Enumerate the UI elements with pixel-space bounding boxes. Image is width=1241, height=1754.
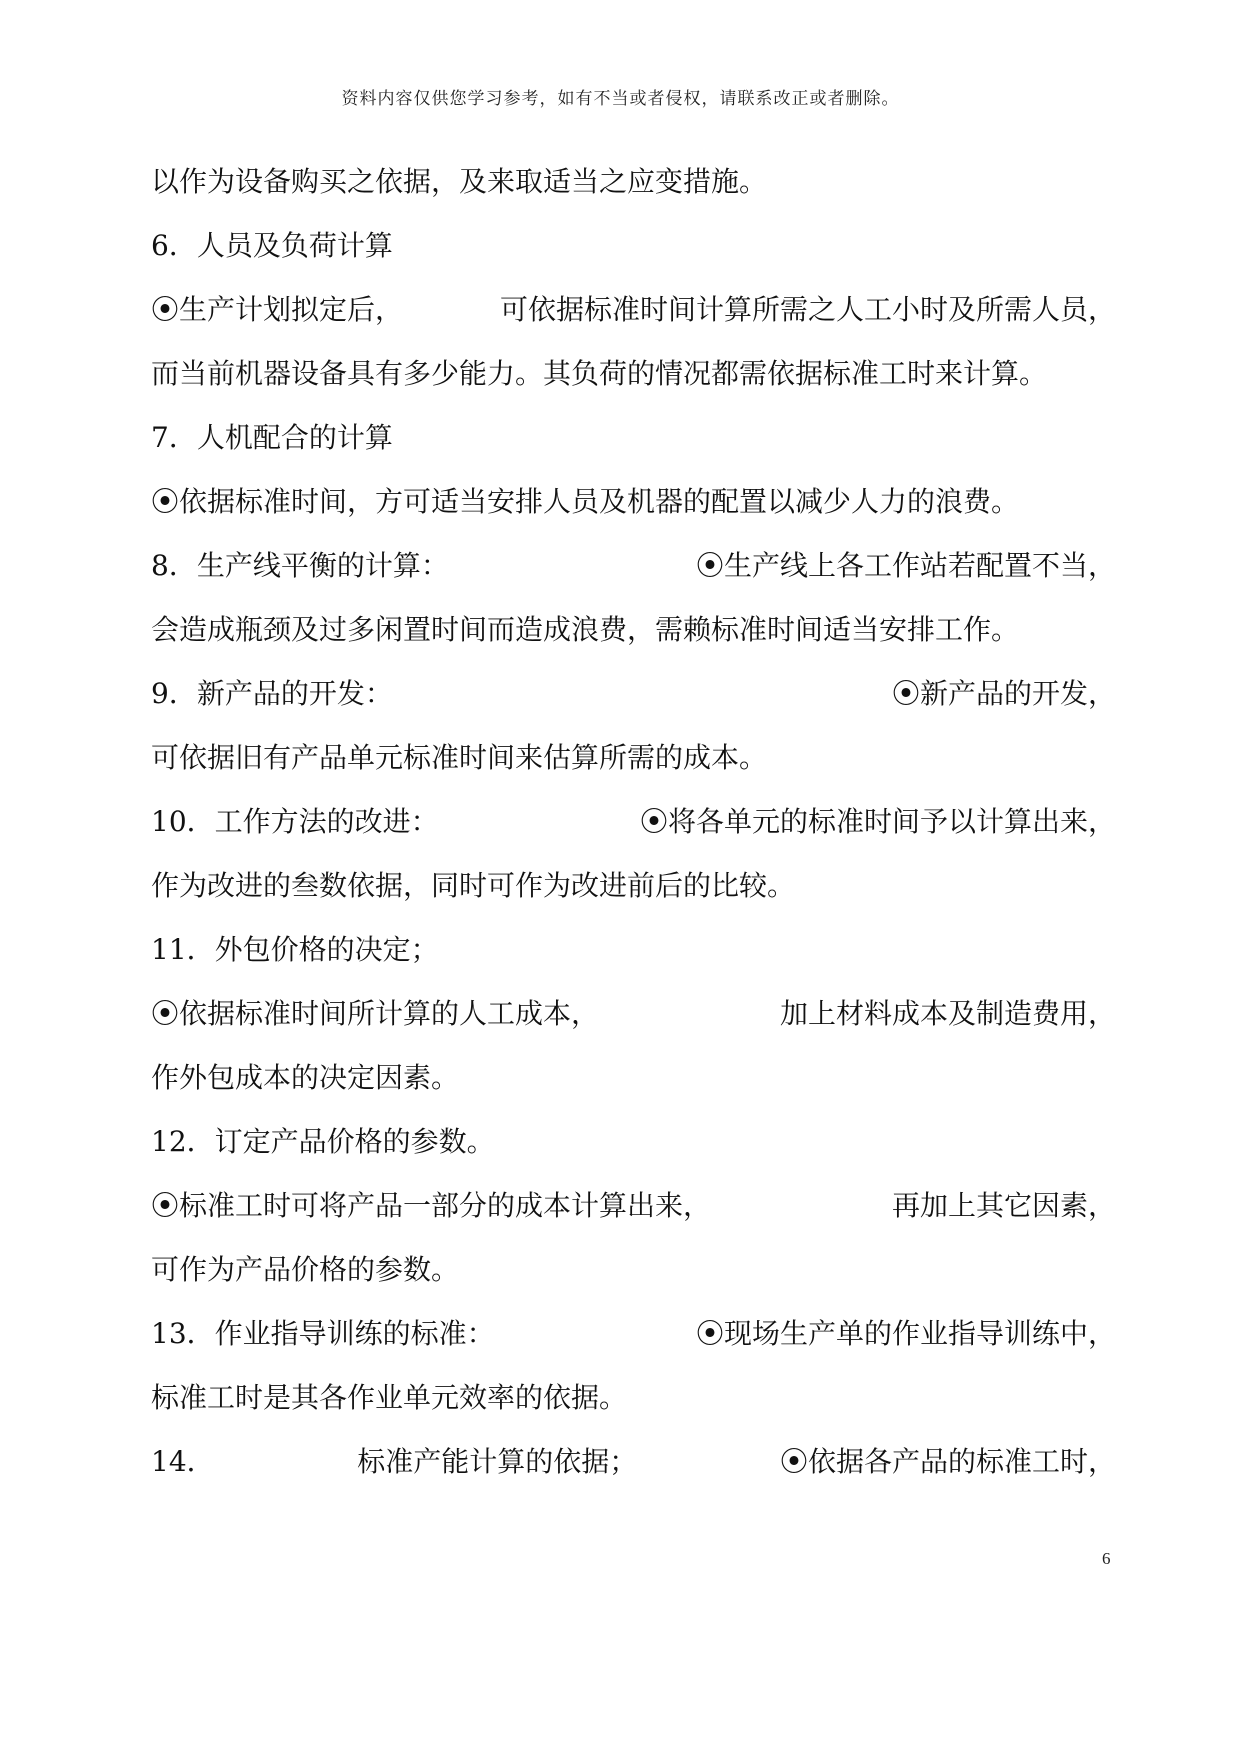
body-line (151, 162, 1116, 202)
body-text: 可依据旧有产品单元标准时间来估算所需的成本。 (151, 741, 768, 774)
section-heading-14 (151, 1442, 1116, 1482)
section-number: 13． (151, 1317, 215, 1350)
section-heading-8 (151, 546, 1116, 586)
body-text: 作外包成本的决定因素。 (151, 1061, 460, 1094)
section-number: 10． (151, 805, 215, 838)
section-number: 12． (151, 1125, 215, 1158)
body-text-left: ⦿生产计划拟定后， (151, 293, 404, 326)
body-line (151, 610, 1116, 650)
section-heading-7 (151, 418, 1116, 458)
body-text-right: ⦿新产品的开发， (891, 677, 1116, 710)
body-text: 标准工时是其各作业单元效率的依据。 (151, 1381, 628, 1414)
body-text-right: ⦿现场生产单的作业指导训练中， (695, 1317, 1116, 1350)
body-text: 而当前机器设备具有多少能力。其负荷的情况都需依据标准工时来计算。 (151, 357, 1048, 390)
section-heading-6 (151, 226, 1116, 266)
body-line (151, 866, 1116, 906)
body-text: ⦿依据标准时间，方可适当安排人员及机器的配置以减少人力的浪费。 (151, 485, 1020, 518)
section-title: 人员及负荷计算 (196, 229, 393, 262)
section-number: 7． (151, 421, 197, 454)
body-text-right: 加上材料成本及制造费用， (779, 997, 1116, 1030)
section-heading-10 (151, 802, 1116, 842)
body-text: 以作为设备购买之依据，及来取适当之应变措施。 (151, 165, 768, 198)
body-line (151, 1186, 1116, 1226)
body-text: 会造成瓶颈及过多闲置时间而造成浪费，需赖标准时间适当安排工作。 (151, 613, 1020, 646)
page-number: 6 (1102, 1549, 1111, 1568)
section-heading-12 (151, 1122, 1116, 1162)
section-title: 外包价格的决定； (214, 933, 439, 966)
body-text-right: ⦿依据各产品的标准工时， (779, 1445, 1116, 1478)
section-heading-11 (151, 930, 1116, 970)
section-heading-9 (151, 674, 1116, 714)
body-line (151, 1250, 1116, 1290)
body-line (151, 738, 1116, 778)
body-line (151, 994, 1116, 1034)
body-line (151, 1378, 1116, 1418)
section-number: 9． (151, 677, 197, 710)
body-text: 作为改进的叁数依据，同时可作为改进前后的比较。 (151, 869, 796, 902)
section-title: 工作方法的改进： (214, 805, 439, 838)
body-text-right: ⦿生产线上各工作站若配置不当， (695, 549, 1116, 582)
section-title: 生产线平衡的计算： (196, 549, 449, 582)
section-number: 14． (151, 1445, 215, 1478)
body-text-left: ⦿标准工时可将产品一部分的成本计算出来， (151, 1189, 712, 1222)
body-line (151, 1058, 1116, 1098)
section-title: 订定产品价格的参数。 (214, 1125, 495, 1158)
body-line (151, 482, 1116, 522)
section-title: 人机配合的计算 (196, 421, 393, 454)
body-text-left: ⦿依据标准时间所计算的人工成本， (151, 997, 600, 1030)
body-text-right: 可依据标准时间计算所需之人工小时及所需人员， (499, 293, 1116, 326)
body-text-right: 再加上其它因素， (891, 1189, 1116, 1222)
header-disclaimer: 资料内容仅供您学习参考，如有不当或者侵权，请联系改正或者删除。 (341, 89, 900, 109)
section-heading-13 (151, 1314, 1116, 1354)
body-line (151, 354, 1116, 394)
body-text-right: ⦿将各单元的标准时间予以计算出来， (639, 805, 1116, 838)
section-title: 新产品的开发： (196, 677, 393, 710)
section-number: 11． (151, 933, 215, 966)
section-number: 6． (151, 229, 197, 262)
section-number: 8． (151, 549, 197, 582)
body-line (151, 290, 1116, 330)
body-text: 可作为产品价格的参数。 (151, 1253, 460, 1286)
section-title: 作业指导训练的标准： (214, 1317, 495, 1350)
section-title: 标准产能计算的依据； (357, 1445, 638, 1478)
